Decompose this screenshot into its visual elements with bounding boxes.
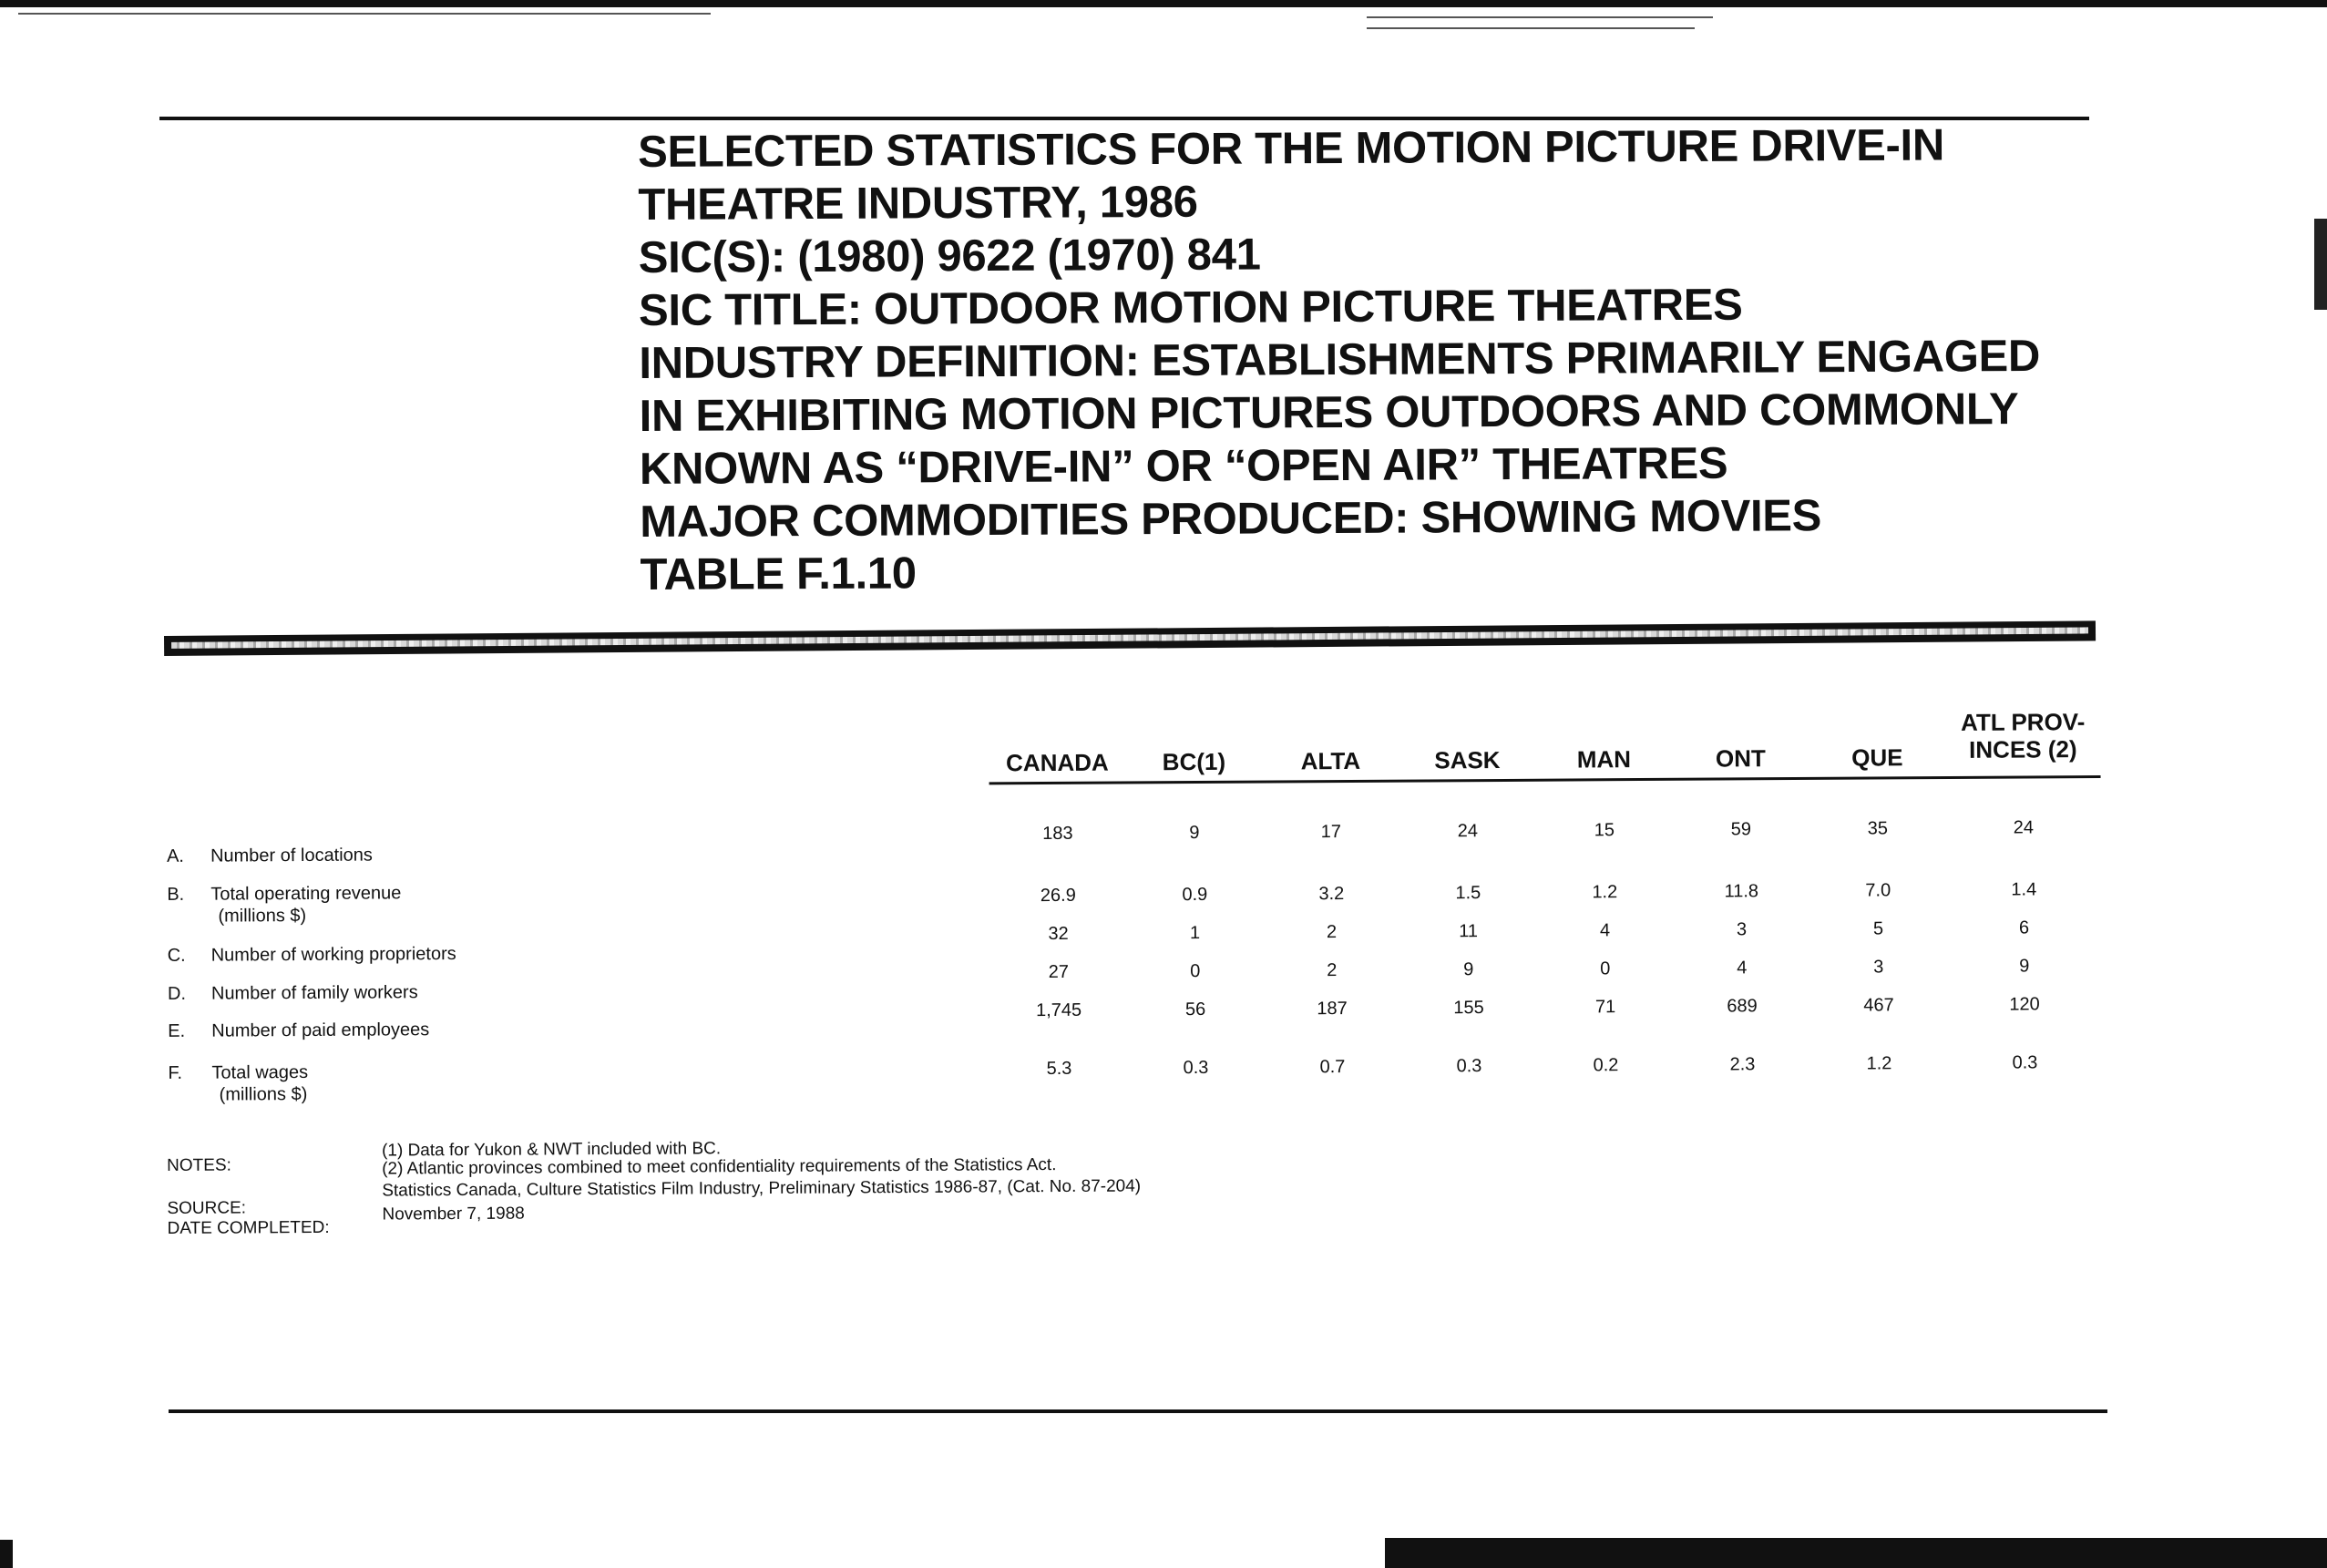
table-cell: 2.3 (1729, 1054, 1756, 1075)
table-cell: 26.9 (1040, 885, 1076, 907)
table-cell: 3 (1736, 919, 1748, 940)
scan-speck (18, 13, 711, 15)
row-text: Number of paid employees (211, 1020, 430, 1041)
table-cell: 5.3 (1046, 1058, 1072, 1080)
scan-speck (1367, 27, 1695, 29)
scan-edge-left (0, 1540, 13, 1568)
notes-label: NOTES: (167, 1155, 231, 1175)
table-cell: 689 (1727, 996, 1758, 1017)
row-text-unit: (millions $) (219, 1083, 308, 1105)
column-header-atl-line: INCES (2) (1969, 735, 2077, 764)
heading-line: SIC(S): (1980) 9622 (1970) 841 (638, 230, 1261, 282)
table-cell: 0.3 (1456, 1056, 1482, 1077)
table-cell: 3 (1873, 957, 1884, 978)
table-cell: 32 (1048, 923, 1069, 945)
table-cell: 6 (2018, 917, 2030, 938)
column-header-sask: SASK (1434, 745, 1501, 774)
table-cell: 59 (1730, 819, 1752, 840)
table-cell: 120 (2009, 994, 2040, 1015)
column-header-canada: CANADA (1005, 748, 1109, 777)
table-cell: 0.3 (2012, 1052, 2038, 1073)
header-rule (989, 775, 2101, 784)
row-letter: F. (168, 1062, 183, 1083)
note-text: (1) Data for Yukon & NWT included with BC. (381, 1139, 722, 1161)
note-text: (2) Atlantic provinces combined to meet confidentiality requirements of the Statistics Act. (382, 1155, 1057, 1179)
table-cell: 0.3 (1183, 1057, 1209, 1079)
table-cell: 3.2 (1318, 884, 1345, 905)
source-label: SOURCE: (167, 1198, 247, 1218)
statistics-table (155, 690, 2114, 1105)
row-letter: C. (167, 945, 186, 966)
source-text: Statistics Canada, Culture Statistics Film Industry, Preliminary Statistics 1986-87, (Cat. No. 87-204) (382, 1176, 1142, 1201)
table-cell: 4 (1599, 920, 1611, 941)
row-text: Number of locations (210, 845, 373, 866)
row-text: Number of working proprietors (210, 943, 456, 966)
table-cell: 17 (1320, 822, 1342, 843)
column-header-ont: ONT (1715, 744, 1766, 773)
table-cell: 11.8 (1724, 881, 1759, 902)
scan-edge-right (2314, 219, 2327, 310)
table-cell: 1.5 (1455, 883, 1481, 904)
row-letter: D. (167, 983, 187, 1004)
table-cell: 0.9 (1182, 884, 1208, 906)
heading-line: INDUSTRY DEFINITION: ESTABLISHMENTS PRIMARILY ENGAGED (639, 331, 2041, 388)
table-cell: 71 (1594, 997, 1616, 1018)
heading-line: KNOWN AS “DRIVE-IN” OR “OPEN AIR” THEATRES (639, 438, 1728, 494)
table-cell: 24 (1457, 821, 1479, 842)
heading-line: SIC TITLE: OUTDOOR MOTION PICTURE THEATRES (638, 280, 1743, 335)
column-header-alta: ALTA (1300, 746, 1361, 775)
scan-edge-top (0, 0, 2327, 7)
table-cell: 9 (1463, 959, 1474, 980)
table-cell: 155 (1453, 998, 1484, 1019)
row-text-main: Total operating revenue (210, 883, 402, 905)
table-cell: 1.2 (1866, 1053, 1892, 1074)
table-number: TABLE F.1.10 (640, 548, 917, 600)
table-cell: 1.2 (1592, 882, 1618, 903)
row-text (211, 1061, 308, 1106)
table-cell: 9 (1189, 822, 1200, 844)
table-cell: 0.7 (1319, 1057, 1346, 1078)
table-cell: 467 (1863, 995, 1894, 1016)
row-text-main: Total wages (211, 1061, 309, 1083)
table-cell: 2 (1327, 960, 1338, 981)
column-header-man: MAN (1576, 745, 1632, 774)
table-cell: 0 (1600, 958, 1611, 979)
section-divider-band (164, 620, 2096, 656)
table-cell: 56 (1184, 999, 1206, 1020)
table-cell: 27 (1048, 961, 1070, 983)
table-cell: 4 (1737, 958, 1748, 979)
row-letter: E. (168, 1020, 186, 1041)
heading-line: THEATRE INDUSTRY, 1986 (638, 177, 1198, 230)
table-cell: 187 (1317, 999, 1348, 1020)
table-cell: 5 (1872, 918, 1884, 939)
date-text: November 7, 1988 (382, 1204, 525, 1225)
row-letter: B. (167, 884, 185, 905)
heading-line: IN EXHIBITING MOTION PICTURES OUTDOORS AND COMMONLY (639, 384, 2019, 441)
table-cell: 2 (1326, 922, 1338, 943)
bottom-rule (169, 1409, 2107, 1413)
column-header-que: QUE (1851, 743, 1903, 772)
row-text: Number of family workers (210, 982, 418, 1004)
column-header-atl-provinces (1941, 708, 2105, 764)
table-cell: 24 (2013, 817, 2035, 838)
heading-line: MAJOR COMMODITIES PRODUCED: SHOWING MOVIES (640, 491, 1822, 547)
scan-edge-bottom (1385, 1538, 2327, 1568)
row-letter: A. (166, 845, 185, 866)
table-cell: 1,745 (1035, 999, 1082, 1021)
document-heading (638, 118, 2117, 601)
table-cell: 35 (1867, 818, 1889, 839)
table-cell: 1.4 (2011, 879, 2037, 900)
row-text (210, 882, 401, 927)
table-cell: 1 (1189, 922, 1201, 944)
table-cell: 9 (2019, 956, 2030, 977)
column-header-bc: BC(1) (1162, 747, 1226, 776)
table-cell: 15 (1594, 820, 1615, 841)
table-cell: 11 (1459, 921, 1479, 942)
scan-speck (1367, 16, 1713, 18)
row-text-unit: (millions $) (218, 905, 307, 927)
table-cell: 183 (1042, 823, 1073, 845)
date-label: DATE COMPLETED: (167, 1217, 330, 1238)
table-cell: 0 (1190, 960, 1201, 982)
table-cell: 0.2 (1593, 1055, 1619, 1076)
table-cell: 7.0 (1865, 880, 1891, 901)
heading-line: SELECTED STATISTICS FOR THE MOTION PICTURE DRIVE-IN (638, 120, 1945, 177)
column-header-atl-line: ATL PROV- (1960, 708, 2086, 736)
